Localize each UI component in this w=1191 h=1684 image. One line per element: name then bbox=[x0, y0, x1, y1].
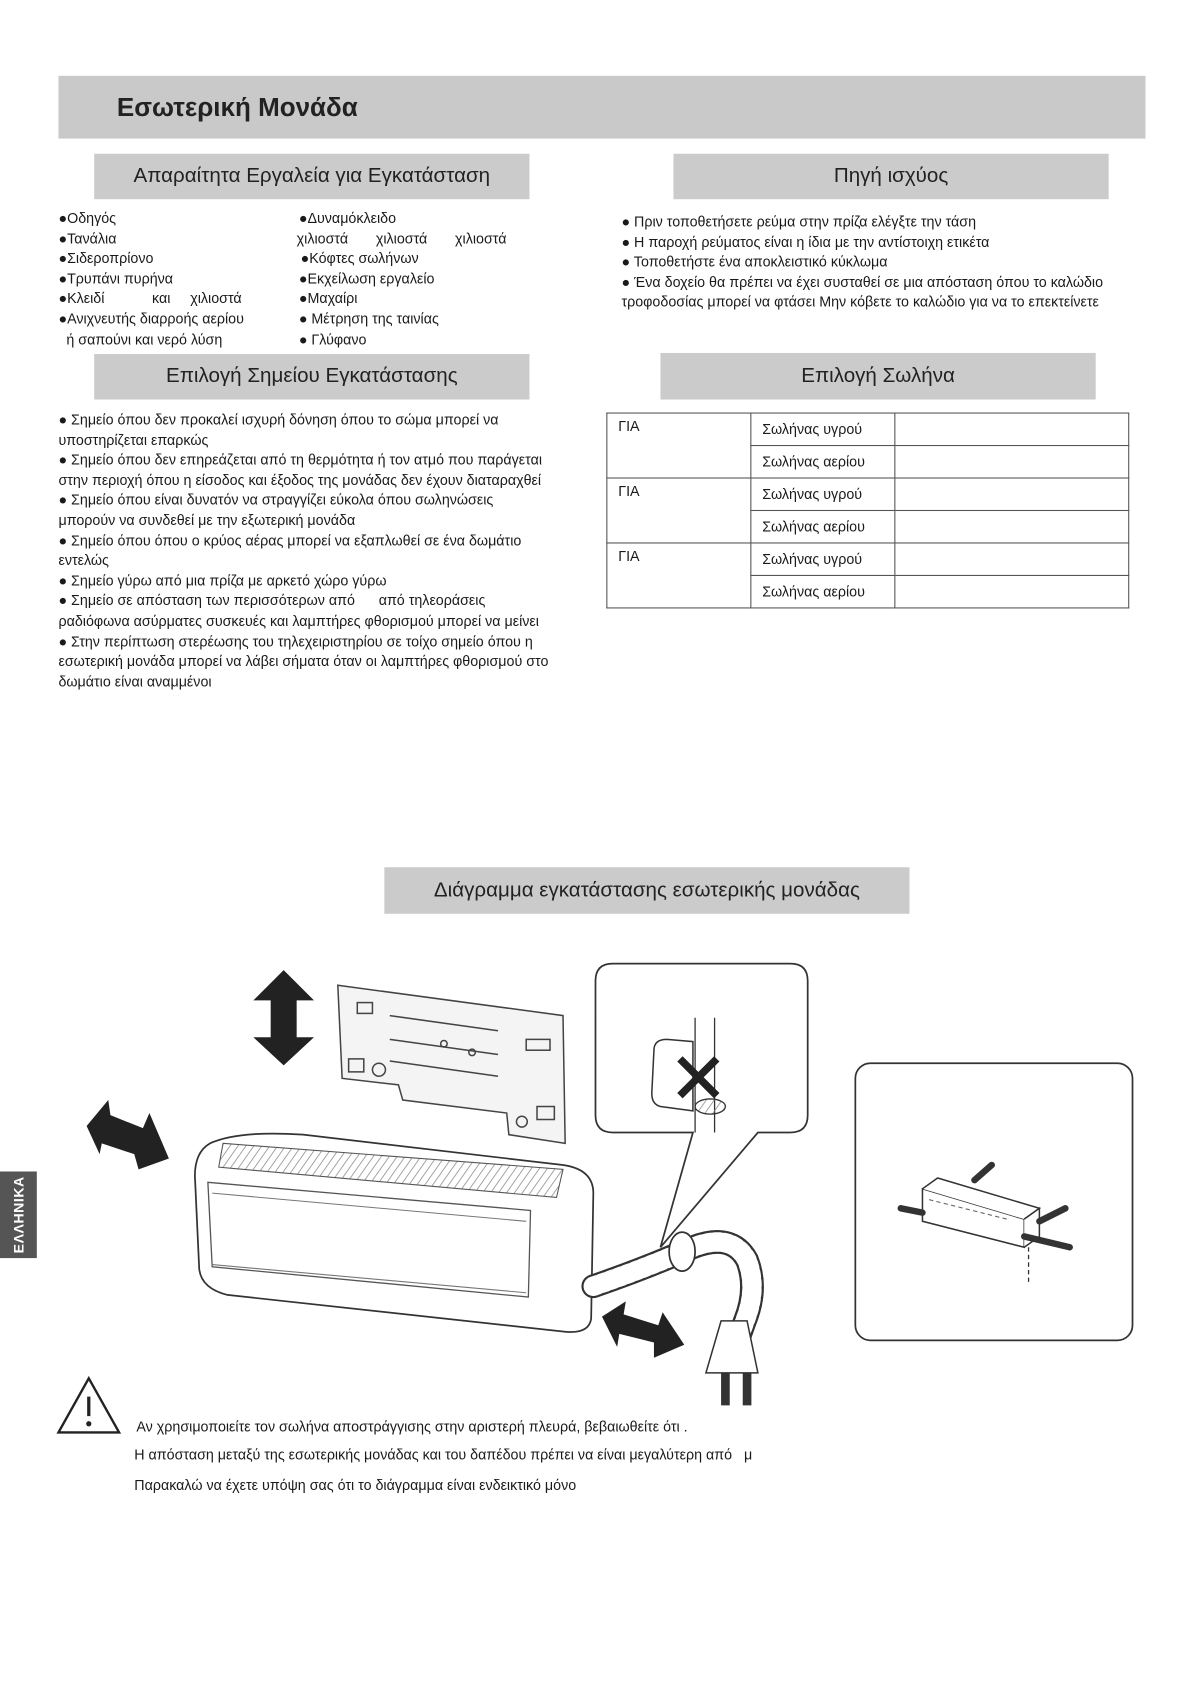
pipe-value-cell bbox=[895, 478, 1129, 510]
table-row bbox=[607, 413, 1129, 445]
list-item: ● Σημείο όπου είναι δυνατόν να στραγγίζει εύκολα όπου σωληνώσεις bbox=[58, 491, 494, 509]
list-item: ● Γλύφανο bbox=[298, 330, 367, 348]
tools-heading bbox=[94, 154, 529, 199]
pipe-group-label: ΓΙΑ bbox=[607, 478, 751, 543]
location-heading bbox=[94, 354, 529, 399]
list-item: χιλιοστά χιλιοστά χιλιοστά bbox=[296, 230, 507, 247]
list-item: ● Η παροχή ρεύματος είναι η ίδια με την αντίστοιχη ετικέτα bbox=[621, 233, 990, 250]
tools-left-list bbox=[58, 209, 243, 350]
pipe-gas-cell: Σωλήνας αερίου bbox=[751, 446, 895, 478]
pipe-value-cell bbox=[895, 413, 1129, 445]
detail-box bbox=[855, 1063, 1132, 1340]
callout-wrong-installation bbox=[595, 964, 807, 1248]
power-list bbox=[621, 212, 1103, 313]
location-heading-text: Επιλογή Σημείου Εγκατάστασης bbox=[165, 364, 458, 388]
pipe-value-cell bbox=[895, 446, 1129, 478]
list-item: δωμάτιο είναι αναμμένοι bbox=[58, 673, 212, 690]
page-title-banner bbox=[58, 76, 1145, 139]
list-item: ● Σημείο όπου όπου ο κρύος αέρας μπορεί να εξαπλωθεί σε ένα δωμάτιο bbox=[58, 532, 522, 549]
list-item: ●Κόφτες σωλήνων bbox=[296, 250, 419, 267]
list-item: ● Σημείο όπου δεν προκαλεί ισχυρή δόνηση όπου το σώμα μπορεί να bbox=[58, 411, 499, 428]
pipe-value-cell bbox=[895, 543, 1129, 575]
list-item: ●Κλειδί και χιλιοστά bbox=[58, 290, 242, 307]
list-item: ●Τανάλια bbox=[58, 230, 117, 247]
tools-heading-text: Απαραίτητα Εργαλεία για Εγκατάσταση bbox=[133, 164, 491, 188]
list-item: ●Εκχείλωση εργαλείο bbox=[298, 270, 435, 287]
list-item: ●Μαχαίρι bbox=[298, 290, 358, 307]
list-item: ●Οδηγός bbox=[58, 210, 117, 227]
pipe-liquid-cell: Σωλήνας υγρού bbox=[751, 478, 895, 510]
list-item: ● Πριν τοποθετήσετε ρεύμα στην πρίζα ελέγξτε την τάση bbox=[621, 213, 977, 230]
pipe-liquid-cell: Σωλήνας υγρού bbox=[751, 543, 895, 575]
language-tab bbox=[0, 1171, 37, 1258]
pipe-liquid-cell: Σωλήνας υγρού bbox=[751, 413, 895, 445]
note-line: Η απόσταση μεταξύ της εσωτερικής μονάδας και του δαπέδου πρέπει να είναι μεγαλύτερη από μ bbox=[134, 1446, 753, 1463]
list-item: ραδιόφωνα ασύρματες συσκευές και λαμπτήρες φθορισμού μπορεί να μείνει bbox=[58, 612, 539, 629]
list-item: ● Στην περίπτωση στερέωσης του τηλεχειριστηρίου σε τοίχο σημείο όπου η bbox=[58, 632, 533, 650]
table-row bbox=[607, 478, 1129, 510]
list-item: ● Σημείο γύρω από μια πρίζα με αρκετό χώρο γύρω bbox=[58, 572, 387, 589]
pipe-heading bbox=[660, 353, 1095, 400]
list-item: ●Σιδεροπρίονο bbox=[58, 250, 154, 267]
horizontal-move-arrow-icon bbox=[602, 1301, 684, 1357]
list-item: υποστηρίζεται επαρκώς bbox=[58, 431, 209, 448]
vertical-move-arrow-icon bbox=[253, 970, 314, 1065]
list-item: ● Μέτρηση της ταινίας bbox=[298, 310, 439, 327]
pipe-table bbox=[606, 413, 1129, 609]
power-heading-text: Πηγή ισχύος bbox=[833, 164, 949, 188]
diagram-heading bbox=[384, 867, 909, 914]
indoor-unit bbox=[195, 1134, 593, 1332]
pipe-value-cell bbox=[895, 575, 1129, 607]
note-line: Αν χρησιμοποιείτε τον σωλήνα αποστράγγισης στην αριστερή πλευρά, βεβαιωθείτε ότι . bbox=[136, 1418, 688, 1435]
power-heading bbox=[673, 154, 1108, 199]
diagram-heading-text: Διάγραμμα εγκατάστασης εσωτερικής μονάδας bbox=[433, 878, 860, 902]
pipe-group-label: ΓΙΑ bbox=[607, 413, 751, 478]
pipe-gas-cell: Σωλήνας αερίου bbox=[751, 510, 895, 542]
horizontal-move-arrow-icon bbox=[87, 1100, 169, 1169]
pipe-group-label: ΓΙΑ bbox=[607, 543, 751, 608]
list-item: μπορούν να συνδεθεί με την εξωτερική μονάδα bbox=[58, 512, 356, 529]
list-item: εσωτερική μονάδα μπορεί να λάβει σήματα όταν οι λαμπτήρες φθορισμού στο bbox=[58, 653, 549, 670]
list-item: ●Τρυπάνι πυρήνα bbox=[58, 270, 174, 287]
pipe-value-cell bbox=[895, 510, 1129, 542]
installation-diagram bbox=[0, 953, 1191, 1408]
table-row bbox=[607, 543, 1129, 575]
list-item: ● Σημείο όπου δεν επηρεάζεται από τη θερμότητα ή τον ατμό που παράγεται bbox=[58, 451, 543, 468]
list-item: ● Τοποθετήστε ένα αποκλειστικό κύκλωμα bbox=[621, 253, 888, 270]
list-item: τροφοδοσίας μπορεί να φτάσει Μην κόβετε το καλώδιο για να το επεκτείνετε bbox=[621, 293, 1099, 311]
list-item: ● Ένα δοχείο θα πρέπει να έχει συσταθεί σε μια απόσταση όπου το καλώδιο bbox=[621, 273, 1104, 290]
mounting-plate bbox=[338, 985, 565, 1143]
list-item: ●Δυναμόκλειδο bbox=[298, 210, 397, 227]
note-line: Παρακαλώ να έχετε υπόψη σας ότι το διάγραμμα είναι ενδεικτικό μόνο bbox=[134, 1476, 577, 1494]
list-item: στην περιοχή όπου η είσοδος και έξοδος της μονάδας δεν έχουν διαταραχθεί bbox=[58, 471, 542, 489]
language-tab-label: ΕΛΛΗΝΙΚΑ bbox=[10, 1176, 27, 1254]
page-title: Εσωτερική Μονάδα bbox=[116, 93, 358, 123]
pipe-heading-text: Επιλογή Σωλήνα bbox=[801, 364, 955, 388]
list-item: εντελώς bbox=[58, 552, 109, 569]
location-list bbox=[58, 410, 548, 692]
pipe-gas-cell: Σωλήνας αερίου bbox=[751, 575, 895, 607]
list-item: ●Ανιχνευτής διαρροής αερίου bbox=[58, 310, 244, 327]
list-item: ή σαπούνι και νερό λύση bbox=[58, 330, 223, 348]
tools-right-list bbox=[297, 209, 507, 350]
warning-icon bbox=[55, 1375, 122, 1436]
list-item: ● Σημείο σε απόσταση των περισσότερων από από τηλεοράσεις bbox=[58, 592, 486, 609]
